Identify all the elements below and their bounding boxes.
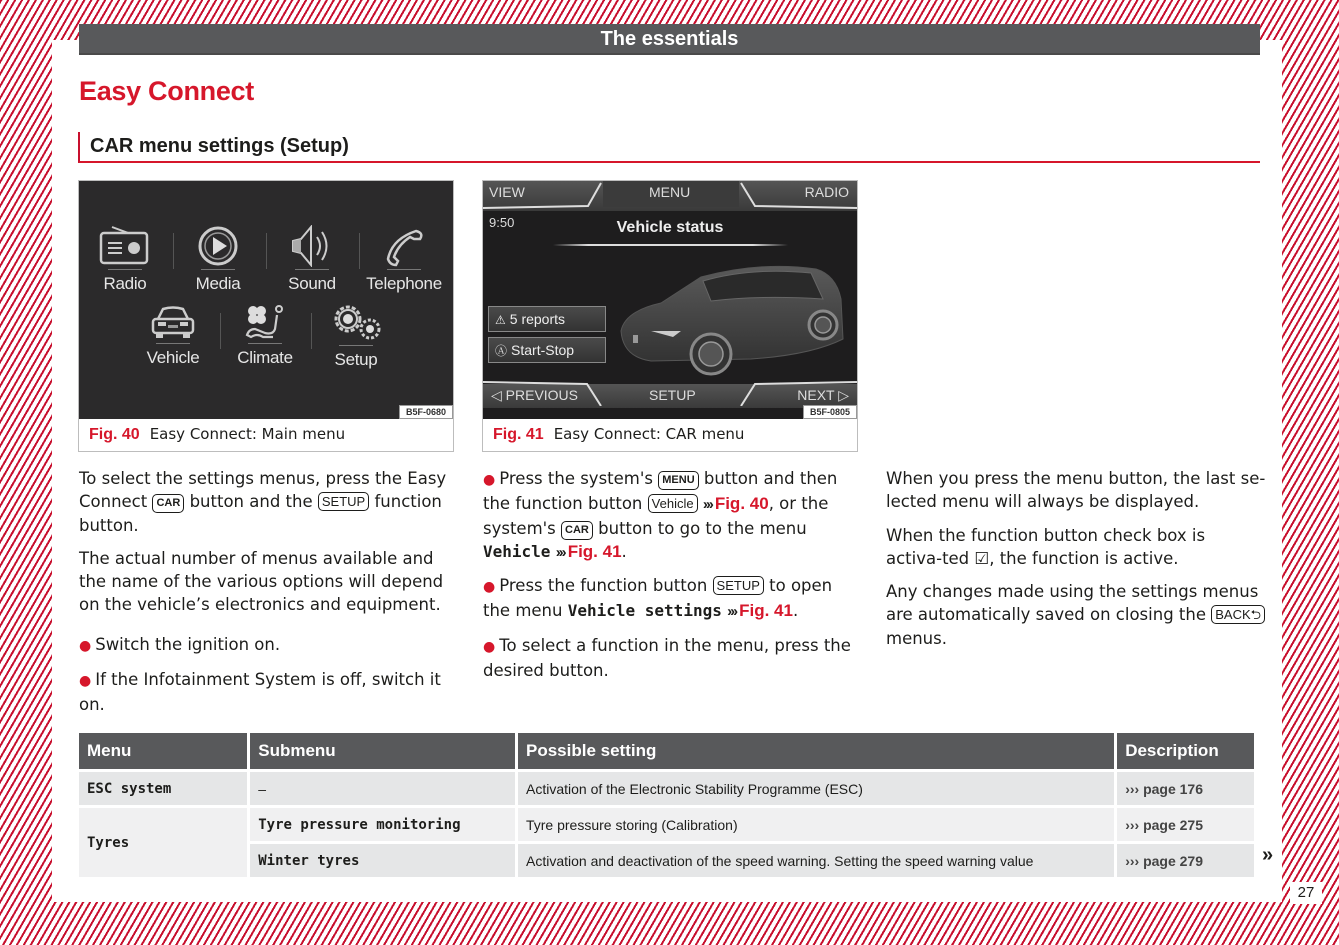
gears-icon [328, 303, 384, 343]
menu-tile-climate[interactable] [225, 303, 305, 368]
menu-tile-label: Radio [103, 274, 147, 293]
menu-name: Vehicle settings [567, 601, 722, 621]
table-row [79, 772, 1254, 805]
cell-menu: Tyres [79, 808, 247, 877]
menu-tile-label: Setup [334, 350, 378, 369]
paragraph: When the function button check box is activa-ted ☑, the function is active. [886, 525, 1206, 568]
xref-arrows: ››› [727, 603, 737, 621]
tab-next[interactable]: NEXT ▷ [797, 387, 849, 403]
cell-submenu: Winter tyres [250, 844, 515, 877]
cell-submenu: – [250, 772, 515, 805]
cell-setting: Activation of the Electronic Stability Programme (ESC) [518, 772, 1114, 805]
bullet-icon: ● [79, 637, 92, 654]
figure-code: B5F-0805 [803, 405, 857, 419]
start-stop-label: Start-Stop [511, 342, 575, 358]
menu-tile-sound[interactable] [272, 225, 352, 294]
page-link[interactable]: ››› page 176 [1117, 772, 1254, 805]
menu-tile-media[interactable] [178, 225, 258, 294]
section-title: The essentials [600, 28, 739, 50]
divider [266, 233, 267, 269]
checkbox-checked-icon: ☑ [974, 548, 990, 568]
setup-key: SETUP [713, 576, 764, 595]
car-key: CAR [152, 494, 184, 513]
triangle-right-icon: ▷ [834, 387, 849, 403]
settings-table [76, 730, 1257, 880]
triangle-left-icon: ◁ [491, 387, 506, 403]
list-item: ● Press the system's MENU button and then the function button Vehicle ››› Fig. 40, or the system's CAR button to go to the menu Vehicle ››› Fig. 41. [483, 469, 838, 561]
cell-setting: Activation and deactivation of the speed warning. Setting the speed warning value [518, 844, 1114, 877]
caption-text: Easy Connect: CAR menu [553, 425, 745, 443]
xref-arrows: ››› [555, 543, 565, 561]
column-header: Description [1117, 733, 1254, 769]
start-stop-button[interactable] [488, 337, 606, 363]
top-tab-bar [483, 181, 857, 211]
text-column-2 [483, 467, 858, 692]
list-item: ● To select a function in the menu, press the desired button. [483, 635, 851, 681]
title-rule [553, 244, 788, 246]
table-header-row [79, 733, 1254, 769]
start-stop-icon: Ⓐ [495, 344, 508, 358]
figure-caption [89, 425, 345, 444]
table-row [79, 808, 1254, 841]
menu-tile-label: Sound [288, 274, 336, 293]
back-key: BACK⮌ [1211, 605, 1265, 624]
figure-number: Fig. 40 [89, 426, 140, 443]
menu-name: Vehicle [483, 541, 551, 561]
paragraph: The actual number of menus available and the name of the various options will depend on the vehicle’s electronics and equipment. [79, 548, 444, 615]
page-number: 27 [1290, 882, 1322, 904]
radio-icon [98, 225, 152, 267]
tab-view[interactable]: VIEW [489, 184, 525, 200]
menu-tile-label: Climate [237, 348, 293, 367]
column-header: Possible setting [518, 733, 1114, 769]
menu-tile-label: Media [195, 274, 241, 293]
reports-label: 5 reports [509, 311, 566, 327]
play-icon [196, 225, 240, 267]
setup-key: SETUP [318, 492, 369, 511]
page-link[interactable]: ››› page 275 [1117, 808, 1254, 841]
tab-previous[interactable]: ◁ PREVIOUS [491, 387, 579, 403]
list-item: ● Press the function button SETUP to open the menu Vehicle settings ››› Fig. 41. [483, 576, 833, 621]
section-header-bar [79, 24, 1260, 55]
bottom-tab-bar [483, 384, 857, 408]
figure-code: B5F-0680 [399, 405, 453, 419]
divider [359, 233, 360, 269]
cell-submenu: Tyre pressure monitoring [250, 808, 515, 841]
cell-menu: ESC system [79, 772, 247, 805]
figure-link[interactable]: Fig. 40 [714, 494, 769, 514]
car-icon [148, 303, 198, 341]
figure-number: Fig. 41 [493, 426, 544, 443]
reports-button[interactable] [488, 306, 606, 332]
car-key: CAR [561, 521, 593, 540]
menu-tile-vehicle[interactable] [133, 303, 213, 368]
menu-tile-telephone[interactable] [364, 225, 444, 294]
main-menu-screen [79, 181, 453, 419]
phone-icon [382, 225, 426, 267]
divider [220, 313, 221, 349]
speaker-icon [287, 225, 337, 267]
vehicle-key: Vehicle [648, 494, 698, 513]
climate-icon [243, 303, 287, 341]
paragraph: To select the settings menus, press the Easy Connect CAR button and the SETUP function button. [79, 469, 447, 535]
clock: 9:50 [489, 215, 515, 230]
screen-title: Vehicle status [616, 219, 724, 236]
cell-setting: Tyre pressure storing (Calibration) [518, 808, 1114, 841]
menu-tile-label: Telephone [366, 274, 442, 293]
menu-tile-setup[interactable] [316, 303, 396, 370]
tab-radio[interactable]: RADIO [804, 184, 849, 200]
text-column-1 [79, 467, 449, 727]
divider [311, 313, 312, 349]
column-header: Menu [79, 733, 247, 769]
figure-link[interactable]: Fig. 41 [739, 601, 793, 621]
tab-menu[interactable]: MENU [649, 184, 691, 200]
menu-tile-radio[interactable] [85, 225, 165, 294]
paragraph: When you press the menu button, the last se-lected menu will always be displayed. [886, 469, 1266, 512]
page-title: Easy Connect [79, 76, 254, 106]
xref-arrows: ››› [702, 496, 712, 514]
bullet-icon: ● [483, 472, 496, 488]
paragraph: Any changes made using the settings menus are automatically saved on closing the BACK⮌ menus. [886, 580, 1266, 650]
warning-icon: ⚠ [495, 313, 506, 327]
text-column-3 [886, 467, 1266, 660]
bullet-icon: ● [483, 579, 496, 596]
caption-text: Easy Connect: Main menu [149, 425, 346, 443]
figure-41 [482, 180, 858, 452]
continued-marker: » [1262, 844, 1274, 866]
divider [173, 233, 174, 269]
column-header: Submenu [250, 733, 515, 769]
table-row [79, 844, 1254, 877]
bullet-icon: ● [483, 638, 496, 655]
tab-setup[interactable]: SETUP [649, 387, 696, 403]
page-link[interactable]: ››› page 279 [1117, 844, 1254, 877]
bullet-icon: ● [79, 673, 92, 690]
figure-40 [78, 180, 454, 452]
list-item: ● Switch the ignition on. [79, 634, 281, 654]
car-illustration [611, 259, 851, 379]
figure-link[interactable]: Fig. 41 [567, 541, 622, 561]
figure-caption [493, 425, 744, 444]
menu-key: MENU [658, 471, 698, 490]
car-menu-screen [483, 181, 857, 419]
menu-tile-label: Vehicle [146, 348, 200, 367]
list-item: ● If the Infotainment System is off, switch it on. [79, 670, 441, 715]
section-subtitle: CAR menu settings (Setup) [78, 132, 1260, 163]
